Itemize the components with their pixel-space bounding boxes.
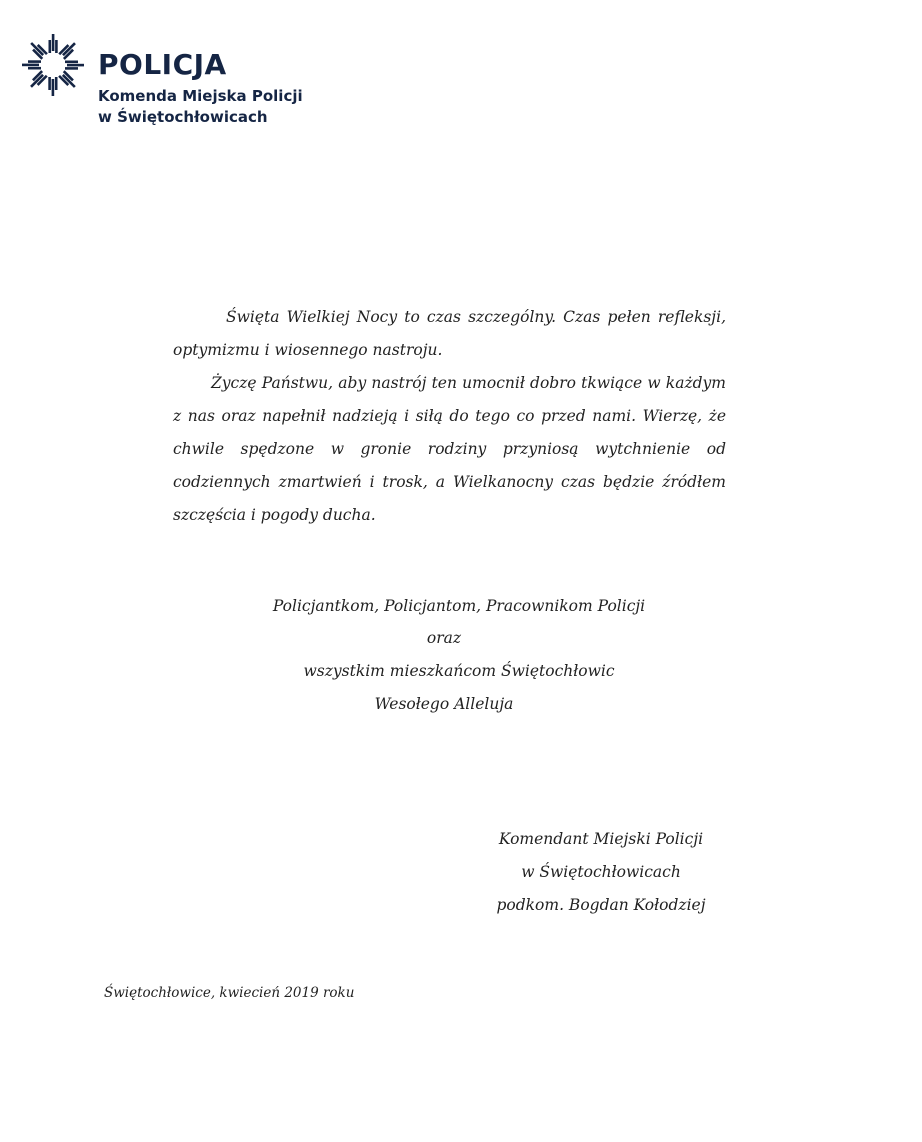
paragraph-2: Życzę Państwu, aby nastrój ten umocnił dobro tkwiące w każdym z nas oraz napełnił nadzieją i siłą do tego co przed nami. Wierzę, że chwile spędzone w gronie rodziny przyniosą wytchnienie od codziennych zmartwień i trosk, a Wielkanocny czas będzie źródłem szczęścia i pogody ducha.: [173, 374, 726, 524]
greeting-line-4: Wesołego Alleluja: [374, 695, 514, 713]
greeting-line-2: oraz: [426, 629, 462, 647]
paragraph-1: Święta Wielkiej Nocy to czas szczególny. Czas pełen refleksji, optymizmu i wiosennego nastroju.: [173, 308, 726, 359]
unit-name-line2: w Świętochłowicach: [98, 108, 268, 126]
brand-title: POLICJA: [98, 48, 227, 81]
greeting-line-1: Policjantkom, Policjantom, Pracownikom Policji: [272, 597, 646, 615]
place-date: Świętochłowice, kwiecień 2019 roku: [104, 985, 355, 1001]
signature-title: Komendant Miejski Policji: [498, 830, 704, 848]
letter-body: [173, 301, 726, 532]
police-star-icon: [20, 32, 86, 98]
signature-name: podkom. Bogdan Kołodziej: [496, 896, 706, 914]
signature-unit: w Świętochłowicach: [521, 863, 681, 881]
unit-name-line1: Komenda Miejska Policji: [98, 87, 303, 105]
greeting-line-3: wszystkim mieszkańcom Świętochłowic: [303, 662, 615, 680]
